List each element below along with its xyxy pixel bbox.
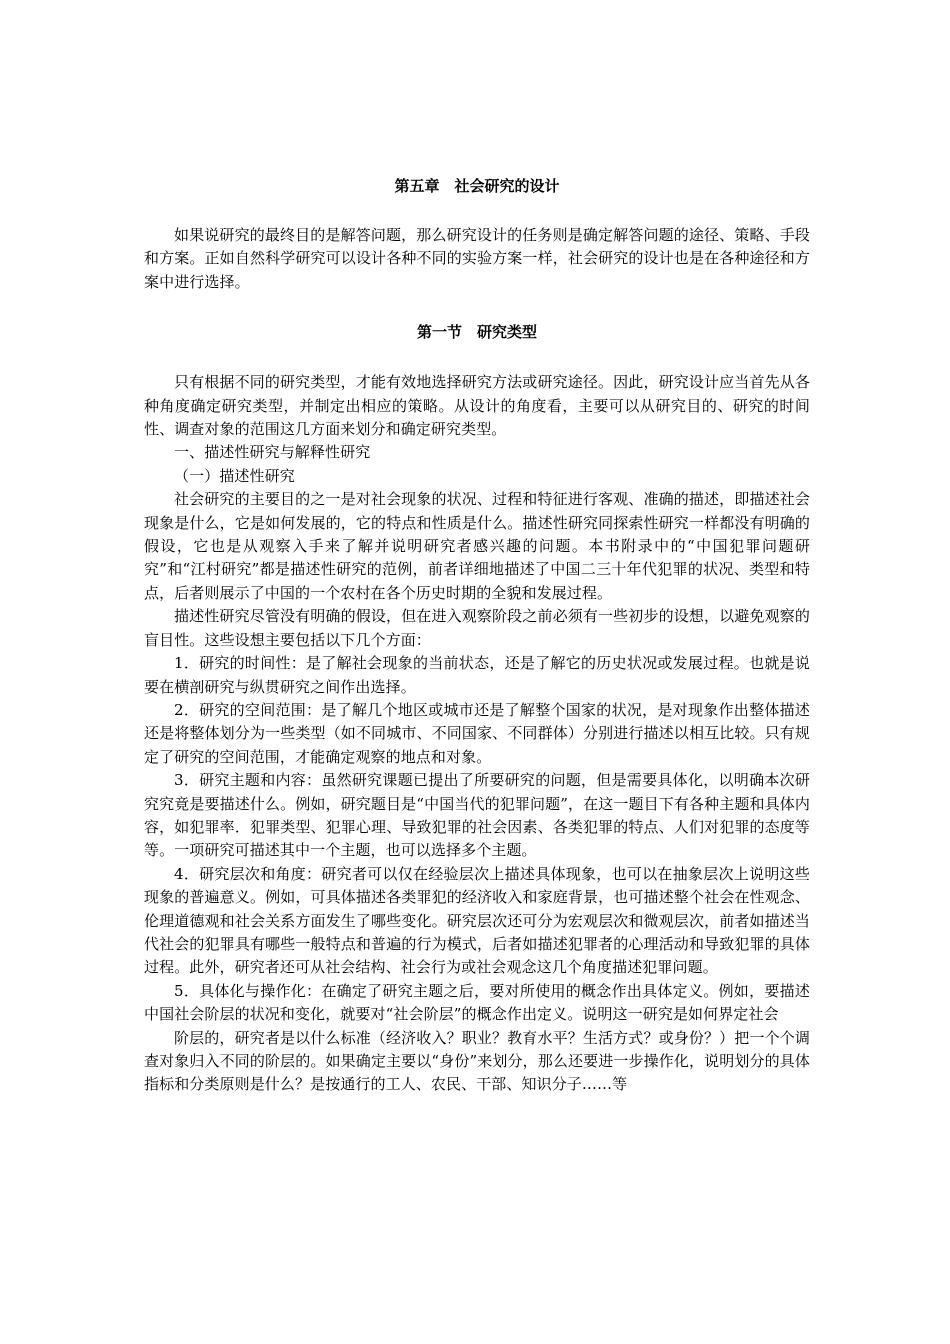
subheading: 一、描述性研究与解释性研究 [174, 443, 371, 462]
body-paragraph: 只有根据不同的研究类型，才能有效地选择研究方法或研究途径。因此，研究设计应当首先从各种角度确定研究类型，并制定出相应的策略。从设计的角度看，主要可以从研究目的、研究的时间性、调查对象的范围这几方面来划分和确定研究类型。 [144, 373, 810, 439]
body-paragraph: 阶层的，研究者是以什么标准（经济收入？职业？教育水平？生活方式？或身份？）把一个个调查对象归入不同的阶层的。如果确定主要以“身份”来划分，那么还要进一步操作化，说明划分的具体指标和分类原则是什么？是按通行的工人、农民、干部、知识分子……等 [144, 1028, 810, 1094]
section-title: 第一节 研究类型 [416, 323, 537, 342]
list-item: 2．研究的空间范围：是了解几个地区或城市还是了解整个国家的状况，是对现象作出整体描述还是将整体划分为一些类型（如不同城市、不同国家、不同群体）分别进行描述以相互比较。只有规定了研究的空间范围，才能确定观察的地点和对象。 [144, 700, 810, 766]
intro-paragraph: 如果说研究的最终目的是解答问题，那么研究设计的任务则是确定解答问题的途径、策略、手段和方案。正如自然科学研究可以设计各种不同的实验方案一样，社会研究的设计也是在各种途径和方案中进行选择。 [144, 226, 810, 291]
chapter-title: 第五章 社会研究的设计 [394, 177, 560, 195]
list-item: 5．具体化与操作化：在确定了研究主题之后，要对所使用的概念作出具体定义。例如，要描述中国社会阶层的状况和变化，就要对“社会阶层”的概念作出定义。说明这一研究是如何界定社会 [144, 981, 810, 1024]
subheading: （一）描述性研究 [174, 466, 295, 485]
document-page [144, 174, 810, 1097]
body-paragraph: 社会研究的主要目的之一是对社会现象的状况、过程和特征进行客观、准确的描述，即描述社会现象是什么，它是如何发展的，它的特点和性质是什么。描述性研究同探索性研究一样都没有明确的假设，它也是从观察入手来了解并说明研究者感兴趣的问题。本书附录中的“中国犯罪问题研究”和“江村研究”都是描述性研究的范例，前者详细地描述了中国二三十年代犯罪的状况、类型和特点，后者则展示了中国的一个农村在各个历史时期的全貌和发展过程。 [144, 490, 810, 602]
list-item: 1．研究的时间性：是了解社会现象的当前状态，还是了解它的历史状况或发展过程。也就是说要在横剖研究与纵贯研究之间作出选择。 [144, 654, 810, 696]
body-paragraph: 描述性研究尽管没有明确的假设，但在进入观察阶段之前必须有一些初步的设想，以避免观察的盲目性。这些设想主要包括以下几个方面： [144, 607, 810, 649]
list-item: 4．研究层次和角度：研究者可以仅在经验层次上描述具体现象，也可以在抽象层次上说明这些现象的普遍意义。例如，可具体描述各类罪犯的经济收入和家庭背景，也可描述整个社会在性观念、伦理道德观和社会关系方面发生了哪些变化。研究层次还可分为宏观层次和微观层次，前者如描述当代社会的犯罪具有哪些一般特点和普遍的行为模式，后者如描述犯罪者的心理活动和导致犯罪的具体过程。此外，研究者还可从社会结构、社会行为或社会观念这几个角度描述犯罪问题。 [144, 864, 810, 977]
list-item: 3．研究主题和内容：虽然研究课题已提出了所要研究的问题，但是需要具体化，以明确本次研究究竟是要描述什么。例如，研究题目是“中国当代的犯罪问题”，在这一题目下有各种主题和具体内容，如犯罪率．犯罪类型、犯罪心理、导致犯罪的社会因素、各类犯罪的特点、人们对犯罪的态度等等。一项研究可描述其中一个主题，也可以选择多个主题。 [144, 771, 810, 860]
